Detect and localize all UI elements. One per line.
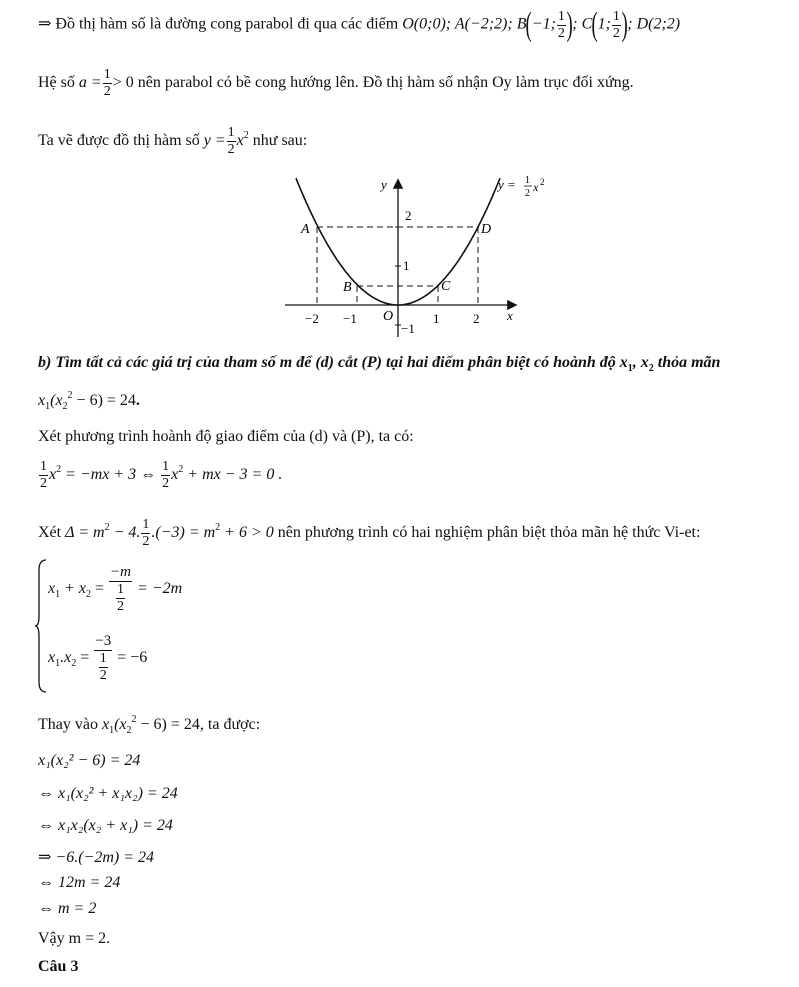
x-tick-label: 2 [473, 311, 480, 326]
solution-step: ⇔ m = 2 [38, 900, 97, 917]
fraction: $\frac{1}{2}$ [612, 8, 620, 41]
coefficient-line: Hệ số a = $\frac{1}{2}$ > 0 nên parabol có bề cong hướng lên. Đồ thị hàm số nhận Oy làm trục đối xứng. [38, 67, 634, 99]
parabola-graph [275, 175, 555, 340]
x-axis-label: x [507, 308, 513, 323]
system-brace [34, 558, 48, 694]
y-tick-label: 2 [405, 208, 412, 223]
fraction: $\frac{1}{2}$ [162, 459, 170, 491]
curve-equation: y = [498, 177, 516, 192]
solution-step: ⇔ x₁x₂(x₂ + x₁) = 24 [38, 817, 173, 834]
curve-frac-den: 2 [525, 188, 530, 199]
discriminant-line: Xét $\Delta = m^2 - 4$. $\frac{1}{2}$ $.(-3) = m^2 + 6 > 0$ nên phương trình có hai nghiệm phân biệt thỏa mãn hệ thức Vi-et: [38, 517, 701, 549]
part-b-condition: $x_1(x_2^2 - 6) = 24$. [38, 390, 140, 412]
complex-fraction: $\frac{-3}{\frac{1}{2}}$ [95, 633, 112, 683]
curve-frac-num: 1 [525, 175, 530, 186]
curve-var: x [533, 180, 539, 194]
origin-label: O [383, 309, 394, 324]
point-a-label: A [301, 222, 310, 237]
complex-fraction: $\frac{-m}{\frac{1}{2}}$ [110, 564, 132, 614]
intersection-equation: $\frac{1}{2}$ $x^2 = -mx + 3$ ⇔ $\frac{1}{2}$ $x^2$ + mx − 3 = 0 . [40, 459, 283, 491]
point-c-label: C [441, 279, 451, 294]
part-b-title: b) Tìm tất cả các giá trị của tham số m để (d) cắt (P) tại hai điểm phân biệt có hoành độ $x_1$, $x_2$ thỏa mãn [38, 354, 721, 374]
solution-step: ⇔ 12m = 24 [38, 874, 121, 891]
fraction: $\frac{1}{2}$ [227, 125, 235, 157]
fraction: $\frac{1}{2}$ [103, 67, 111, 99]
solution-step: x₁(x₂² − 6) = 24 [38, 752, 141, 769]
y-tick-label: 1 [403, 258, 410, 273]
x-tick-label: −1 [343, 311, 357, 326]
fraction: $\frac{1}{2}$ [142, 517, 150, 549]
next-question-heading: Câu 3 [38, 958, 79, 975]
x-tick-label: −2 [305, 311, 319, 326]
fraction: $\frac{1}{2}$ [40, 459, 47, 491]
y-tick-label: −1 [401, 321, 415, 336]
solution-step: ⇒ −6.(−2m) = 24 [38, 849, 155, 866]
intersection-intro: Xét phương trình hoành độ giao điểm của (d) và (P), ta có: [38, 428, 414, 445]
vieta-product: $x_1.x_2$ = $\frac{-3}{\frac{1}{2}}$ = −6 [48, 633, 148, 683]
vieta-sum: $x_1 + x_2$ = $\frac{-m}{\frac{1}{2}}$ = −2m [48, 564, 183, 614]
points-line: ⇒ Đồ thị hàm số là đường cong parabol đi qua các điểm O(0;0); A(−2;2); B(−1; $\frac{1}{2}$ ); C(1; $\frac{1}{2}$ ); D(2;2) [38, 6, 681, 43]
curve-exp: 2 [540, 177, 545, 187]
graph-intro-line: Ta vẽ được đồ thị hàm số y = $\frac{1}{2}$ $x^2$ như sau: [38, 125, 308, 157]
y-axis-label: y [381, 177, 387, 192]
substitution-intro: Thay vào $x_1(x_2^2 - 6) = 24$, ta được: [38, 714, 261, 736]
conclusion: Vậy m = 2. [38, 930, 111, 947]
x-tick-label: 1 [433, 311, 440, 326]
fraction: $\frac{1}{2}$ [557, 8, 565, 41]
point-b-label: B [343, 280, 352, 295]
point-d-label: D [481, 222, 492, 237]
solution-step: ⇔ x₁(x₂² + x₁x₂) = 24 [38, 785, 178, 802]
